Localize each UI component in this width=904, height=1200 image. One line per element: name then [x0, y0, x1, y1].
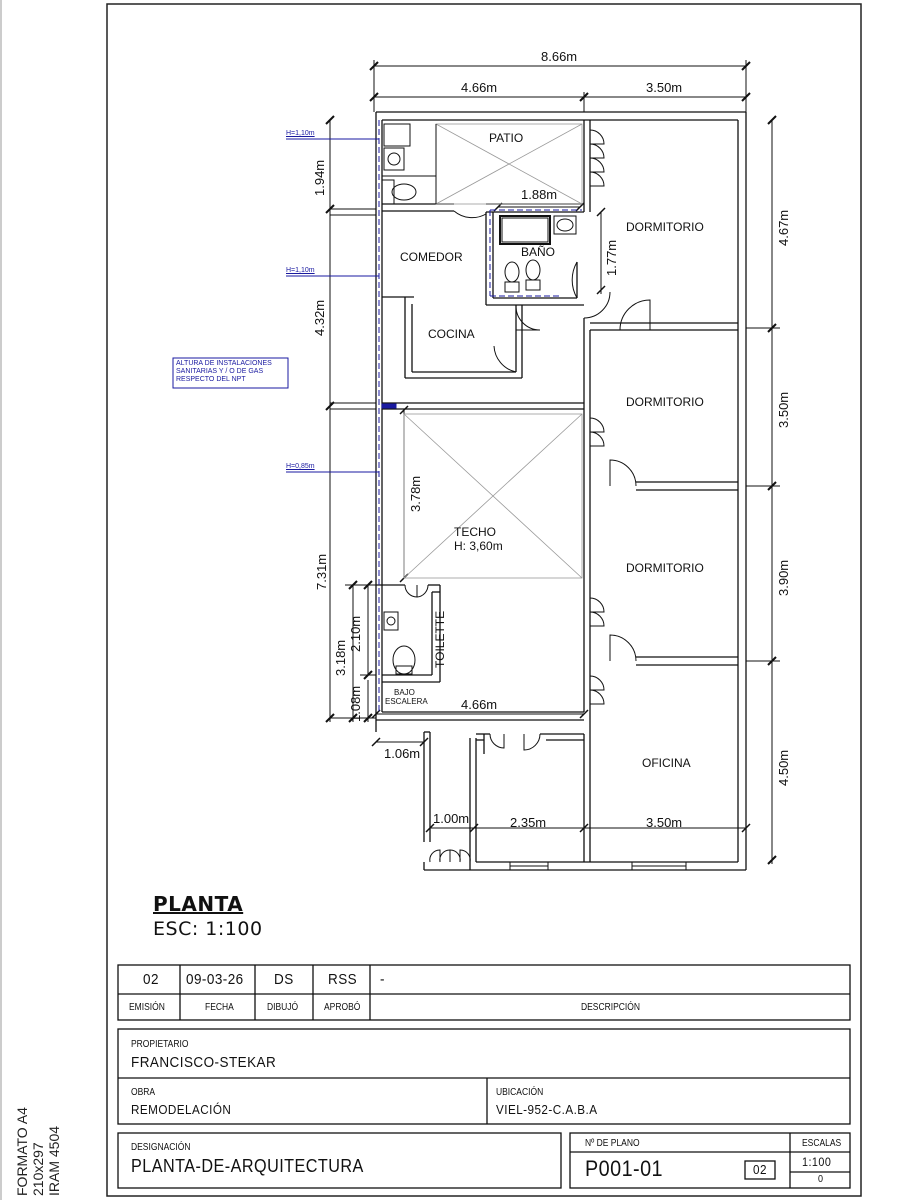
dim-left-width: 4.66m: [461, 80, 498, 95]
aprobo-value: RSS: [328, 971, 358, 988]
room-dormitorio-3: DORMITORIO: [626, 561, 704, 575]
escala-den: 0: [818, 1174, 824, 1185]
dim-bano-height: 1.77m: [604, 239, 619, 276]
format-norm-line: IRAM 4504: [46, 1125, 62, 1196]
room-bano: BAÑO: [521, 245, 556, 259]
note-line-3: RESPECTO DEL NPT: [176, 376, 246, 383]
height-label-3: H=0,85m: [286, 463, 315, 470]
dim-bottom-350: 3.50m: [646, 815, 683, 830]
propietario-label: PROPIETARIO: [131, 1039, 189, 1050]
dim-techo-height: 3.78m: [408, 475, 423, 512]
plan-title: PLANTA: [153, 892, 244, 916]
room-comedor: COMEDOR: [400, 250, 463, 264]
obra-label: OBRA: [131, 1087, 156, 1098]
dim-bottom-mid: 4.66m: [461, 697, 498, 712]
emision-value: 02: [143, 971, 159, 988]
format-line: FORMATO A4: [14, 1107, 30, 1196]
designacion-label: DESIGNACIÓN: [131, 1142, 191, 1153]
sheet-format-text: [14, 1107, 62, 1196]
dim-total-width: 8.66m: [541, 49, 578, 64]
room-dormitorio-1: DORMITORIO: [626, 220, 704, 234]
dim-left-h3: 7.31m: [314, 553, 329, 590]
ubicacion-label: UBICACIÓN: [496, 1087, 544, 1098]
dim-bottom-106: 1.06m: [384, 746, 421, 761]
dim-left-h4: 3.18m: [333, 639, 348, 676]
title-block-lines: [118, 965, 850, 1188]
dim-left-h6: 1.08m: [348, 685, 363, 722]
descripcion-header: DESCRIPCIÓN: [581, 1002, 641, 1013]
dim-right-width: 3.50m: [646, 80, 683, 95]
dim-bottom-235: 2.35m: [510, 815, 547, 830]
escala-num: 1:100: [802, 1155, 832, 1169]
dibujo-value: DS: [274, 971, 294, 988]
room-bajo-escalera-2: ESCALERA: [385, 697, 428, 706]
room-cocina: COCINA: [428, 327, 475, 341]
dim-bottom-100: 1.00m: [433, 811, 470, 826]
room-dormitorio-2: DORMITORIO: [626, 395, 704, 409]
room-techo-height: H: 3,60m: [454, 539, 503, 553]
nro-plano-value: P001-01: [585, 1156, 664, 1181]
format-size-line: 210x297: [30, 1142, 46, 1196]
dim-right-h3: 3.90m: [776, 559, 791, 596]
escalas-label: ESCALAS: [802, 1138, 842, 1149]
note-line-1: ALTURA DE INSTALACIONES: [176, 360, 272, 367]
dim-right-h1: 4.67m: [776, 209, 791, 246]
revision-value: 02: [753, 1162, 767, 1177]
plan-scale: ESC: 1:100: [153, 918, 263, 940]
fecha-header: FECHA: [205, 1002, 234, 1013]
height-label-2: H=1,10m: [286, 267, 315, 274]
dim-bano-width: 1.88m: [521, 187, 558, 202]
dim-left-h5: 2.10m: [348, 615, 363, 652]
dim-left-h1: 1.94m: [312, 159, 327, 196]
dim-right-h2: 3.50m: [776, 391, 791, 428]
dim-right-h4: 4.50m: [776, 749, 791, 786]
aprobo-header: APROBÓ: [324, 1002, 361, 1013]
room-toilette: TOILETTE: [433, 610, 447, 668]
dibujo-header: DIBUJÓ: [267, 1002, 299, 1013]
height-label-1: H=1,10m: [286, 130, 315, 137]
installation-note: [176, 360, 272, 384]
dim-left-h2: 4.32m: [312, 299, 327, 336]
room-bajo-escalera-1: BAJO: [394, 688, 415, 697]
room-oficina: OFICINA: [642, 756, 691, 770]
ubicacion-value: VIEL-952-C.A.B.A: [496, 1102, 598, 1117]
descripcion-value: -: [380, 971, 385, 988]
nro-plano-label: Nº DE PLANO: [585, 1138, 640, 1149]
propietario-value: FRANCISCO-STEKAR: [131, 1054, 277, 1071]
room-patio: PATIO: [489, 131, 524, 145]
note-line-2: SANITARIAS Y / O DE GAS: [176, 368, 264, 375]
designacion-value: PLANTA-DE-ARQUITECTURA: [131, 1156, 364, 1176]
room-techo: TECHO: [454, 525, 496, 539]
emision-header: EMISIÓN: [129, 1002, 165, 1013]
fecha-value: 09-03-26: [186, 971, 244, 988]
obra-value: REMODELACIÓN: [131, 1102, 232, 1117]
